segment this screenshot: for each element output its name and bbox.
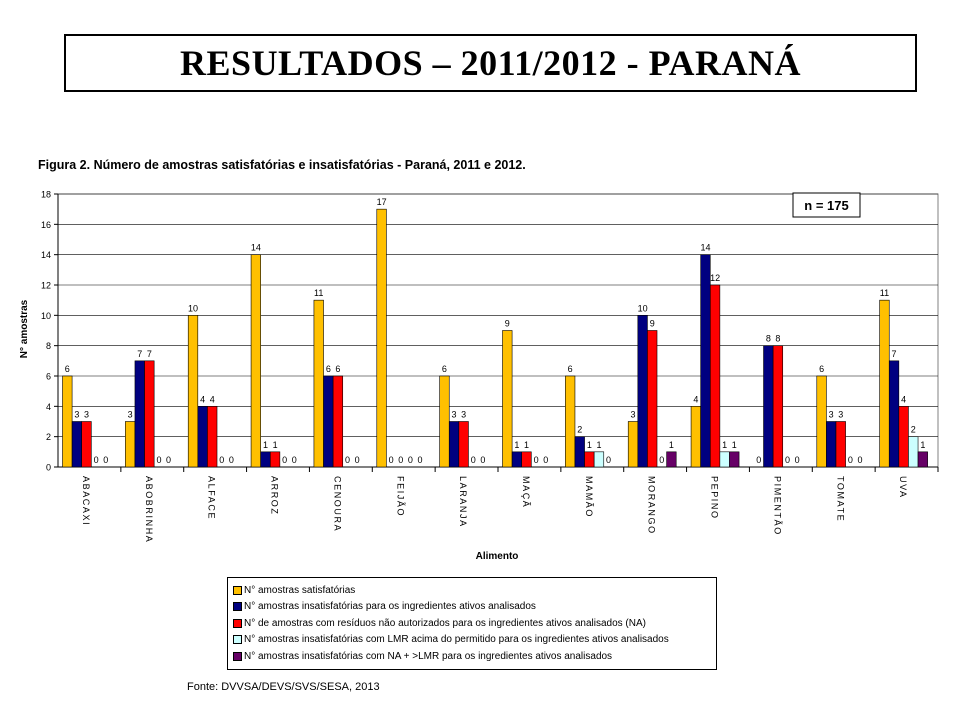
- x-axis-title: Alimento: [475, 551, 519, 562]
- data-label: 0: [606, 455, 612, 465]
- data-label: 7: [137, 348, 143, 359]
- legend-item: [233, 648, 716, 665]
- data-label: 6: [335, 364, 341, 374]
- x-tick-label: MAMÃO: [583, 476, 594, 519]
- bar: [314, 300, 324, 467]
- y-tick-label: 6: [45, 371, 51, 382]
- data-label: 4: [901, 394, 907, 405]
- data-label: 14: [250, 242, 261, 253]
- data-label: 3: [461, 409, 467, 420]
- data-label: 0: [291, 455, 297, 465]
- data-label: 1: [262, 439, 268, 450]
- y-tick-label: 14: [40, 250, 51, 261]
- bar: [125, 422, 135, 468]
- bar: [836, 422, 846, 468]
- x-tick-label: MAÇÃ: [521, 476, 531, 509]
- bar: [324, 376, 334, 467]
- data-label: 2: [577, 424, 583, 435]
- x-tick-label: ALFACE: [206, 476, 217, 521]
- bar: [594, 452, 604, 467]
- bar: [135, 361, 145, 467]
- data-label: 6: [567, 364, 573, 374]
- data-label: 17: [376, 197, 387, 208]
- bar: [145, 361, 155, 467]
- x-tick-label: UVA: [898, 476, 909, 499]
- bar: [638, 315, 648, 467]
- legend-label: N° amostras insatisfatórias com NA + >LMR para os ingredientes ativos analisados: [244, 650, 613, 662]
- data-label: 0: [228, 455, 234, 465]
- data-label: 1: [586, 439, 592, 450]
- bar: [826, 422, 836, 468]
- slide-title: RESULTADOS – 2011/2012 - PARANÁ: [180, 43, 801, 83]
- data-label: 1: [272, 439, 278, 450]
- data-label: 3: [828, 409, 834, 420]
- bar: [188, 315, 198, 467]
- data-label: 0: [533, 455, 539, 465]
- legend-label: N° amostras insatisfatórias com LMR acima do permitido para os ingredientes ativos analisados: [244, 634, 669, 646]
- bar: [701, 255, 711, 467]
- legend-swatch: [233, 635, 242, 644]
- data-label: 1: [731, 439, 737, 450]
- data-label: 4: [209, 394, 215, 405]
- data-label: 0: [345, 455, 351, 465]
- bar: [880, 300, 890, 467]
- y-tick-label: 18: [40, 189, 51, 200]
- bar: [207, 406, 217, 467]
- bar: [459, 422, 469, 468]
- data-label: 2: [910, 424, 916, 435]
- bar: [710, 285, 720, 467]
- bar: [270, 452, 280, 467]
- data-label: 1: [722, 439, 728, 450]
- data-label: 7: [891, 348, 897, 359]
- data-label: 8: [775, 333, 781, 344]
- data-label: 11: [879, 288, 890, 299]
- data-label: 1: [596, 439, 602, 450]
- bar: [72, 422, 82, 468]
- bar: [764, 346, 774, 467]
- data-label: 6: [325, 364, 331, 374]
- x-tick-label: LARANJA: [458, 476, 469, 528]
- legend-swatch: [233, 619, 242, 628]
- data-label: 6: [64, 364, 70, 374]
- bar: [503, 331, 513, 468]
- data-label: 11: [314, 288, 324, 299]
- data-label: 1: [668, 439, 674, 450]
- data-label: 10: [637, 303, 648, 314]
- bar: [440, 376, 450, 467]
- y-tick-label: 16: [40, 219, 51, 230]
- bar: [729, 452, 739, 467]
- x-tick-label: ABOBRINHA: [143, 476, 154, 544]
- data-label: 0: [659, 455, 665, 465]
- bar: [522, 452, 532, 467]
- data-label: 4: [200, 394, 206, 405]
- bar: [575, 437, 585, 467]
- x-tick-label: MORANGO: [646, 476, 657, 535]
- legend-swatch: [233, 602, 242, 611]
- data-label: 0: [407, 455, 413, 465]
- bar: [251, 255, 261, 467]
- annotation-text: n = 175: [804, 198, 849, 213]
- y-tick-label: 2: [45, 432, 51, 443]
- data-label: 1: [920, 439, 926, 450]
- bar: [647, 331, 657, 468]
- data-label: 0: [756, 455, 762, 465]
- bar: [82, 422, 92, 468]
- data-label: 0: [388, 455, 394, 465]
- bar: [817, 376, 827, 467]
- legend-item: [233, 632, 716, 649]
- bar: [198, 406, 208, 467]
- data-label: 0: [354, 455, 360, 465]
- bar: [691, 406, 701, 467]
- data-label: 3: [838, 409, 844, 420]
- bar: [899, 406, 909, 467]
- data-label: 0: [282, 455, 288, 465]
- bar: [449, 422, 459, 468]
- data-label: 0: [166, 455, 172, 465]
- bar: [918, 452, 928, 467]
- y-tick-label: 10: [40, 310, 51, 321]
- bar: [377, 209, 387, 467]
- bar: [889, 361, 899, 467]
- data-label: 0: [470, 455, 476, 465]
- data-label: 3: [451, 409, 457, 420]
- x-tick-label: PIMENTÃO: [772, 476, 783, 536]
- bar: [628, 422, 638, 468]
- bar: [261, 452, 271, 467]
- data-label: 9: [504, 318, 510, 329]
- bar: [333, 376, 343, 467]
- data-label: 0: [93, 455, 99, 465]
- data-label: 6: [441, 364, 447, 374]
- x-tick-label: TOMATE: [835, 476, 846, 523]
- data-label: 3: [83, 409, 90, 420]
- bar: [667, 452, 677, 467]
- y-tick-label: 12: [40, 280, 51, 291]
- data-label: 1: [523, 439, 530, 450]
- x-tick-label: PEPINO: [709, 476, 720, 520]
- data-label: 3: [74, 409, 80, 420]
- y-tick-label: 8: [45, 341, 51, 352]
- chart-title: Figura 2. Número de amostras satisfatórias e insatisfatórias - Paraná, 2011 e 2012.: [38, 158, 526, 172]
- y-axis-title: N° amostras: [19, 299, 30, 359]
- legend-label: N° amostras satisfatórias: [244, 584, 356, 596]
- legend-swatch: [233, 652, 242, 661]
- bar: [908, 437, 918, 467]
- bar: [512, 452, 522, 467]
- data-label: 0: [219, 455, 225, 465]
- legend-swatch: [233, 586, 242, 595]
- bar: [565, 376, 575, 467]
- data-label: 0: [794, 455, 800, 465]
- legend-item: [233, 599, 716, 616]
- data-label: 1: [514, 439, 520, 450]
- bar: [63, 376, 73, 467]
- data-label: 3: [127, 409, 133, 420]
- data-label: 0: [417, 455, 423, 465]
- y-tick-label: 0: [45, 462, 51, 473]
- bar: [720, 452, 730, 467]
- data-label: 9: [649, 318, 655, 329]
- y-tick-label: 4: [45, 401, 51, 412]
- legend-label: N° amostras insatisfatórias para os ingredientes ativos analisados: [244, 601, 536, 613]
- data-label: 0: [857, 455, 863, 465]
- data-label: 6: [819, 364, 825, 374]
- data-label: 7: [146, 348, 152, 359]
- legend-item: [233, 582, 716, 599]
- data-label: 0: [785, 455, 791, 465]
- legend: [227, 577, 717, 670]
- x-tick-label: ARROZ: [269, 476, 280, 516]
- legend-item: [233, 615, 716, 632]
- data-label: 0: [156, 455, 162, 465]
- data-label: 12: [710, 273, 721, 283]
- data-label: 3: [630, 409, 636, 420]
- data-label: 0: [103, 455, 109, 465]
- data-label: 0: [543, 455, 549, 465]
- data-label: 10: [188, 303, 199, 314]
- x-tick-label: FEIJÃO: [395, 476, 406, 518]
- bar: [773, 346, 783, 467]
- data-label: 0: [847, 455, 853, 465]
- data-label: 0: [398, 455, 404, 465]
- x-tick-label: ABACAXI: [81, 476, 91, 527]
- x-tick-label: CENOURA: [332, 476, 343, 533]
- source-note: Fonte: DVVSA/DEVS/SVS/SESA, 2013: [187, 681, 380, 693]
- legend-label: N° de amostras com resíduos não autorizados para os ingredientes ativos analisados (NA): [244, 617, 646, 629]
- bar: [585, 452, 595, 467]
- data-label: 14: [700, 242, 711, 253]
- data-label: 8: [765, 333, 771, 344]
- data-label: 4: [693, 394, 699, 405]
- data-label: 0: [480, 455, 486, 465]
